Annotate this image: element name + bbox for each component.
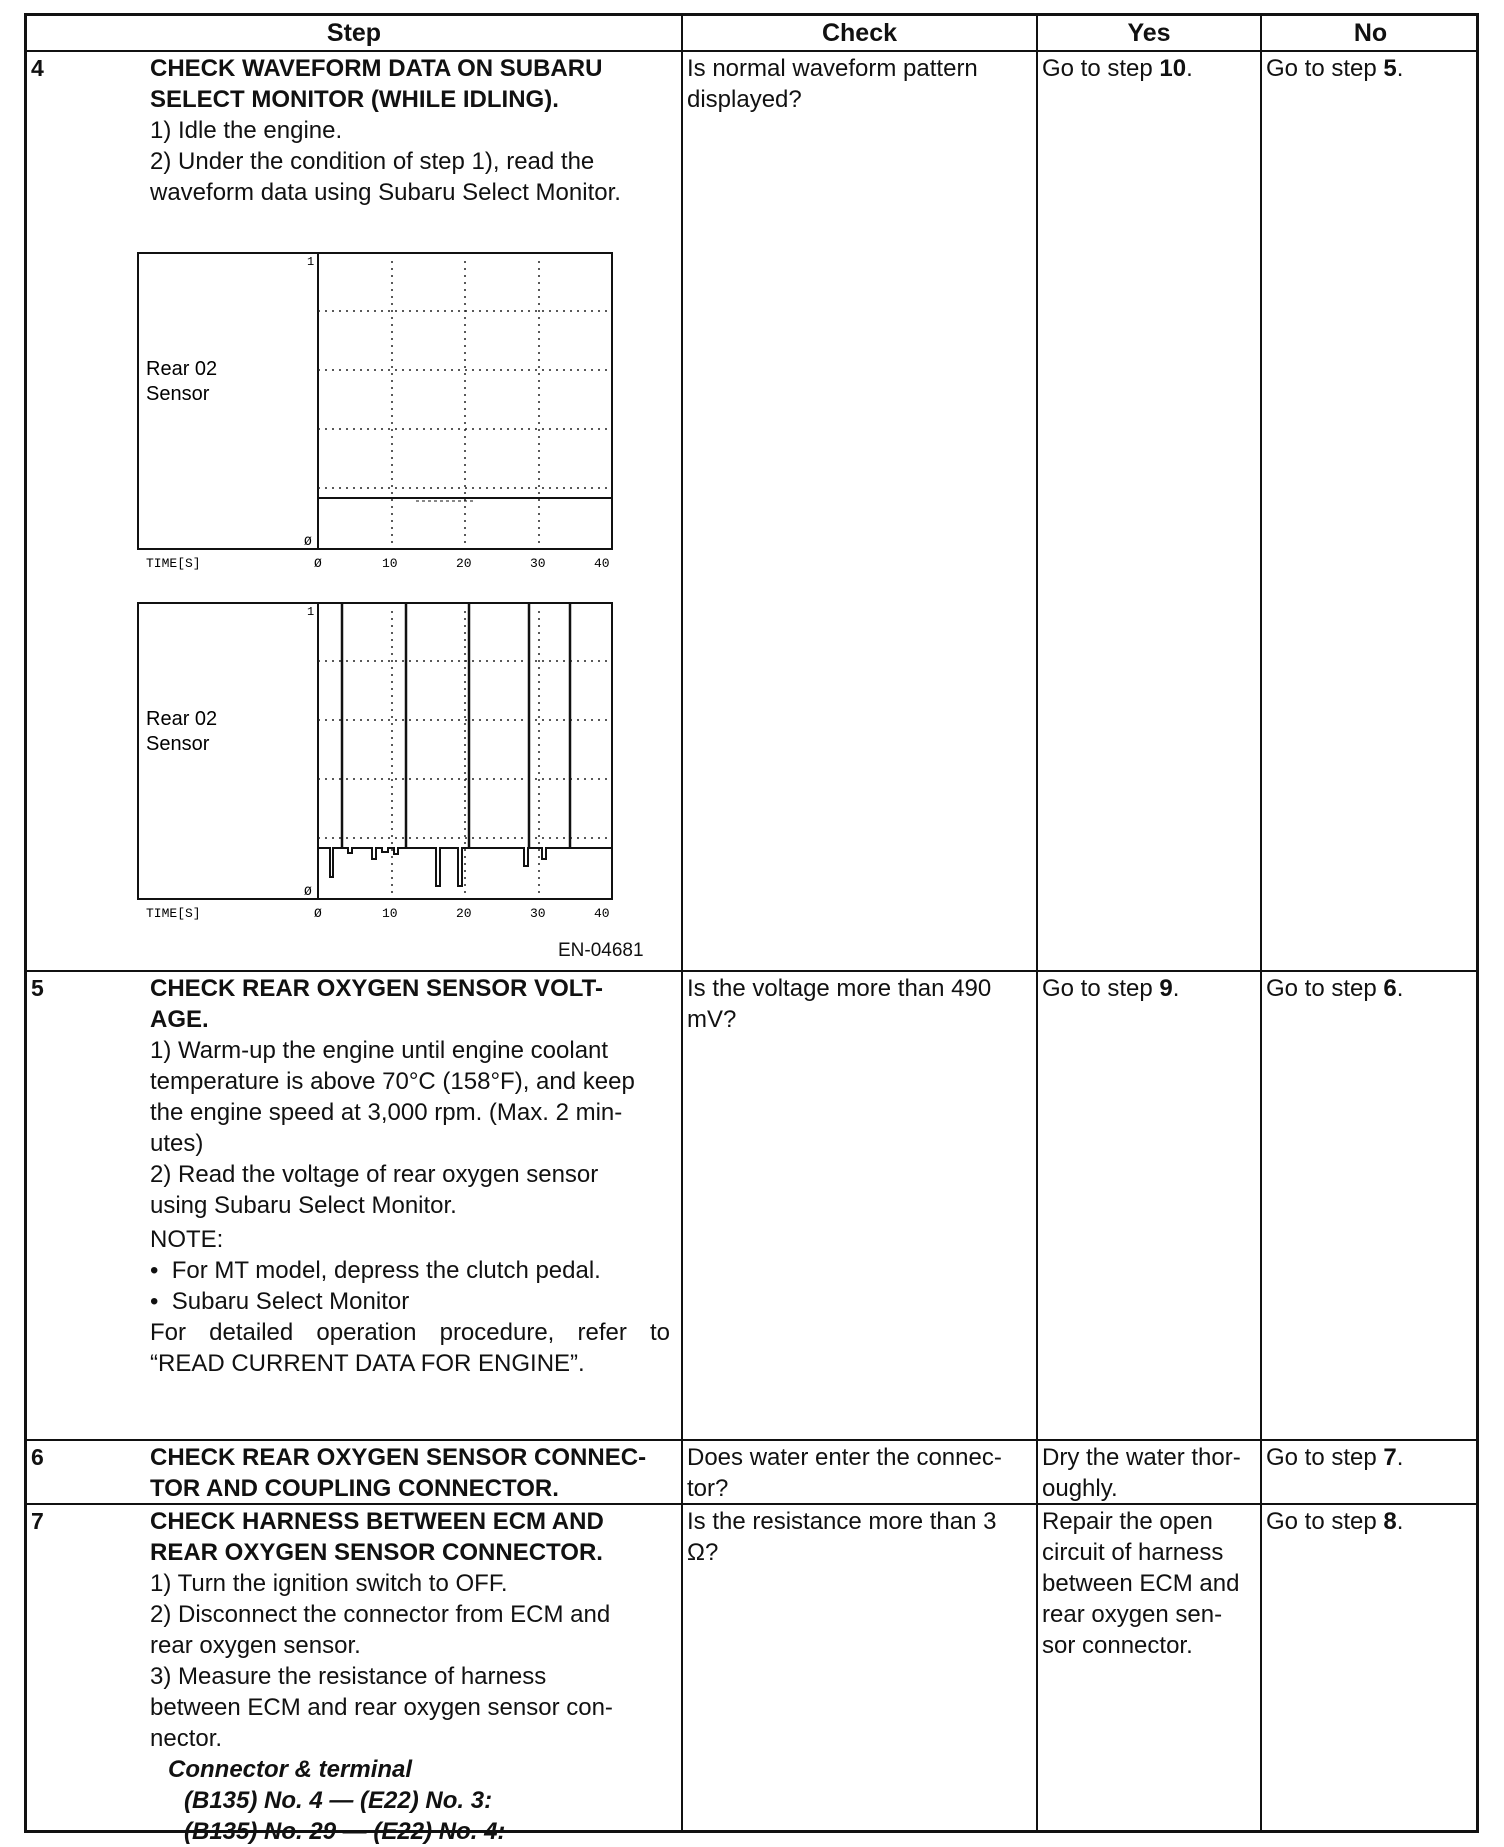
yes-step-ref: 9 (1159, 975, 1173, 1002)
check-question (687, 53, 1032, 115)
step-line: 1) Turn the ignition switch to OFF. (150, 1570, 508, 1597)
chart-label: Sensor (146, 383, 210, 405)
column-divider (1260, 16, 1262, 1830)
no-step-ref: 8 (1383, 1508, 1397, 1535)
step-title-line: AGE. (150, 1006, 209, 1033)
chart-grid (318, 611, 612, 897)
step-line: temperature is above 70°C (158°F), and keep (150, 1068, 635, 1095)
row-divider (27, 970, 1476, 972)
yes-line: Dry the water thor- (1042, 1444, 1241, 1471)
step-number: 7 (31, 1508, 44, 1534)
yes-text: . (1172, 975, 1180, 1002)
step-title-line: REAR OXYGEN SENSOR CONNECTOR. (150, 1539, 603, 1566)
chart-grid (318, 261, 612, 547)
note-line: “READ CURRENT DATA FOR ENGINE”. (150, 1350, 585, 1377)
no-text: . (1396, 975, 1404, 1002)
check-line: mV? (687, 1006, 737, 1033)
connector-terminal: (B135) No. 29 — (E22) No. 4: (184, 1818, 506, 1845)
header-no: No (1353, 19, 1388, 47)
yes-line: Repair the open (1042, 1508, 1213, 1535)
waveform-spikes (342, 603, 570, 848)
note-bullet-text: Subaru Select Monitor (171, 1288, 410, 1315)
yes-text: . (1186, 55, 1193, 82)
no-text: . (1396, 55, 1404, 82)
row-divider (27, 50, 1476, 52)
figure-code: EN-04681 (558, 940, 644, 961)
waveform-chart-abnormal (136, 601, 621, 926)
yes-step-ref: 10 (1159, 55, 1187, 82)
step-5-text (150, 973, 670, 1379)
waveform-chart-normal (136, 251, 621, 576)
step-title-line: CHECK REAR OXYGEN SENSOR VOLT- (150, 975, 603, 1002)
step-line: between ECM and rear oxygen sensor con- (150, 1694, 613, 1721)
step-6-text (150, 1442, 680, 1504)
y-axis-min: Ø (304, 534, 312, 549)
y-axis-min: Ø (304, 884, 312, 899)
no-action (1266, 1506, 1403, 1537)
check-question (687, 1506, 1032, 1568)
step-line: the engine speed at 3,000 rpm. (Max. 2 min- (150, 1099, 623, 1126)
step-line: 2) Under the condition of step 1), read the (150, 148, 595, 175)
step-line: 2) Disconnect the connector from ECM and (150, 1601, 611, 1628)
check-line: Is the resistance more than 3 (687, 1508, 997, 1535)
no-step-ref: 6 (1383, 975, 1397, 1002)
check-line: displayed? (687, 86, 802, 113)
x-tick-label: 40 (594, 556, 610, 571)
step-line: 2) Read the voltage of rear oxygen sensor (150, 1161, 599, 1188)
x-tick-label: Ø (314, 556, 322, 571)
no-text: . (1396, 1508, 1404, 1535)
note-bullet: • Subaru Select Monitor (150, 1288, 410, 1315)
step-title-line: SELECT MONITOR (WHILE IDLING). (150, 86, 559, 113)
time-axis-label: TIME[S] (146, 556, 201, 571)
step-number: 6 (31, 1444, 44, 1470)
step-number: 5 (31, 975, 44, 1001)
no-action (1266, 53, 1403, 84)
step-title-line: TOR AND COUPLING CONNECTOR. (150, 1475, 559, 1502)
check-line: tor? (687, 1475, 729, 1502)
x-tick-label: 10 (382, 556, 398, 571)
waveform-trace (318, 848, 612, 886)
note-line: For detailed operation procedure, refer to (150, 1319, 670, 1346)
note-bullet: • For MT model, depress the clutch pedal. (150, 1257, 601, 1284)
step-line: 1) Idle the engine. (150, 117, 343, 144)
x-tick-label: 40 (594, 906, 610, 921)
yes-line: between ECM and (1042, 1570, 1240, 1597)
x-tick-label: Ø (314, 906, 322, 921)
yes-action (1042, 1442, 1258, 1504)
x-tick-label: 30 (530, 906, 546, 921)
connector-label: Connector & terminal (168, 1756, 413, 1783)
check-line: Is the voltage more than 490 (687, 975, 992, 1002)
no-action (1266, 973, 1403, 1004)
chart-label: Sensor (146, 733, 210, 755)
chart-label: Rear 02 (146, 358, 218, 380)
connector-terminal: (B135) No. 4 — (E22) No. 3: (184, 1787, 493, 1814)
no-text: Go to step (1266, 55, 1384, 82)
column-divider (1036, 16, 1038, 1830)
step-4-text (150, 53, 670, 208)
yes-line: oughly. (1042, 1475, 1118, 1502)
yes-action (1042, 973, 1179, 1004)
header-check: Check (821, 19, 898, 47)
yes-text: Go to step (1042, 55, 1160, 82)
time-axis-label: TIME[S] (146, 906, 201, 921)
check-line: Ω? (687, 1539, 719, 1566)
x-tick-label: 20 (456, 556, 472, 571)
no-text: Go to step (1266, 1444, 1384, 1471)
step-line: waveform data using Subaru Select Monitor. (150, 179, 621, 206)
x-tick-label: 30 (530, 556, 546, 571)
yes-line: rear oxygen sen- (1042, 1601, 1223, 1628)
step-title-line: CHECK WAVEFORM DATA ON SUBARU (150, 55, 603, 82)
column-divider (681, 16, 683, 1830)
step-line: nector. (150, 1725, 223, 1752)
step-line: utes) (150, 1130, 204, 1157)
yes-action (1042, 53, 1193, 84)
row-divider (27, 1439, 1476, 1441)
no-step-ref: 7 (1383, 1444, 1397, 1471)
step-line: 3) Measure the resistance of harness (150, 1663, 547, 1690)
step-line: 1) Warm-up the engine until engine coolant (150, 1037, 609, 1064)
y-axis-max: 1 (307, 605, 315, 619)
step-title-line: CHECK REAR OXYGEN SENSOR CONNEC- (150, 1444, 647, 1471)
yes-action (1042, 1506, 1258, 1661)
check-question (687, 1442, 1032, 1504)
no-action (1266, 1442, 1403, 1473)
step-7-text (150, 1506, 670, 1847)
y-axis-max: 1 (307, 255, 315, 269)
check-question (687, 973, 1032, 1035)
step-line: rear oxygen sensor. (150, 1632, 361, 1659)
no-text: Go to step (1266, 975, 1384, 1002)
check-line: Does water enter the connec- (687, 1444, 1002, 1471)
check-line: Is normal waveform pattern (687, 55, 978, 82)
yes-line: circuit of harness (1042, 1539, 1224, 1566)
header-step: Step (326, 19, 382, 47)
chart-label: Rear 02 (146, 708, 218, 730)
step-title-line: CHECK HARNESS BETWEEN ECM AND (150, 1508, 604, 1535)
yes-text: Go to step (1042, 975, 1160, 1002)
header-yes: Yes (1127, 19, 1171, 47)
note-label: NOTE: (150, 1226, 224, 1253)
step-line: using Subaru Select Monitor. (150, 1192, 457, 1219)
no-step-ref: 5 (1383, 55, 1397, 82)
x-tick-label: 20 (456, 906, 472, 921)
yes-line: sor connector. (1042, 1632, 1193, 1659)
no-text: Go to step (1266, 1508, 1384, 1535)
step-number: 4 (31, 55, 44, 81)
troubleshooting-table (24, 13, 1479, 1845)
x-tick-label: 10 (382, 906, 398, 921)
note-bullet-text: For MT model, depress the clutch pedal. (171, 1257, 601, 1284)
no-text: . (1396, 1444, 1404, 1471)
